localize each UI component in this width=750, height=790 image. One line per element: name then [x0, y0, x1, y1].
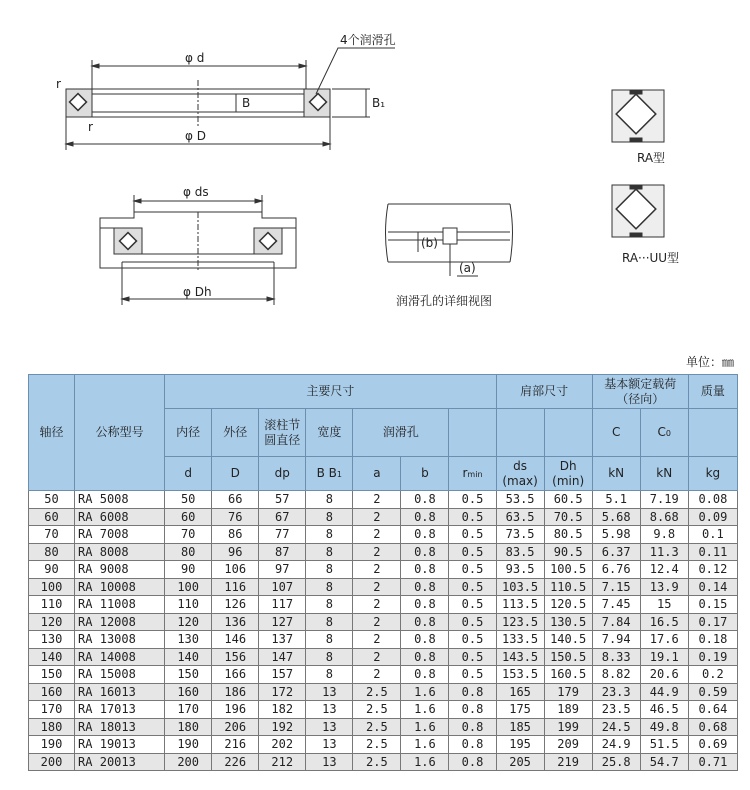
- table-cell: 202: [259, 736, 306, 754]
- table-cell: 50: [29, 491, 75, 509]
- table-cell: 5.1: [592, 491, 640, 509]
- table-cell: 180: [29, 718, 75, 736]
- table-cell: 2: [353, 578, 401, 596]
- table-cell: 60: [165, 508, 212, 526]
- table-cell: 2.5: [353, 753, 401, 771]
- table-cell: 23.5: [592, 701, 640, 719]
- lube-holes-callout: 4个润滑孔: [340, 33, 396, 47]
- table-cell: 179: [544, 683, 592, 701]
- table-cell: 24.5: [592, 718, 640, 736]
- dim-D-label: φ D: [185, 129, 206, 143]
- model-cell: RA 9008: [75, 561, 165, 579]
- table-cell: 7.15: [592, 578, 640, 596]
- header-c0: C0: [640, 409, 688, 457]
- table-cell: 8: [306, 543, 353, 561]
- header-shaft-dia: 轴径: [29, 375, 75, 491]
- table-cell: 2: [353, 666, 401, 684]
- table-cell: 143.5: [496, 648, 544, 666]
- table-row: [29, 631, 738, 649]
- table-cell: 76: [212, 508, 259, 526]
- table-cell: 80.5: [544, 526, 592, 544]
- sym-b: b: [401, 457, 449, 491]
- table-cell: 7.45: [592, 596, 640, 614]
- table-cell: 13.9: [640, 578, 688, 596]
- table-cell: 20.6: [640, 666, 688, 684]
- table-cell: 93.5: [496, 561, 544, 579]
- spec-table-body: [29, 491, 738, 771]
- table-cell: 0.12: [688, 561, 737, 579]
- table-cell: 0.8: [449, 701, 496, 719]
- table-cell: 0.2: [688, 666, 737, 684]
- header-shoulder-dims: 肩部尺寸: [496, 375, 592, 409]
- table-cell: 1.6: [401, 683, 449, 701]
- table-cell: 77: [259, 526, 306, 544]
- table-cell: 8: [306, 666, 353, 684]
- table-row: [29, 701, 738, 719]
- table-cell: 2.5: [353, 683, 401, 701]
- table-cell: 140.5: [544, 631, 592, 649]
- radius-r-bottom-label: r: [88, 120, 93, 134]
- sym-B: B B1: [306, 457, 353, 491]
- table-cell: 8.33: [592, 648, 640, 666]
- table-cell: 226: [212, 753, 259, 771]
- table-cell: 0.5: [449, 648, 496, 666]
- model-cell: RA 8008: [75, 543, 165, 561]
- header-roller-pitch: 滚柱节圆直径: [259, 409, 306, 457]
- table-cell: 8: [306, 508, 353, 526]
- table-cell: 120.5: [544, 596, 592, 614]
- table-cell: 0.8: [449, 718, 496, 736]
- table-cell: 0.11: [688, 543, 737, 561]
- table-cell: 160: [165, 683, 212, 701]
- table-cell: 153.5: [496, 666, 544, 684]
- table-cell: 200: [165, 753, 212, 771]
- ra-uu-type-drawing: [612, 185, 664, 237]
- table-cell: 106: [212, 561, 259, 579]
- table-cell: 70: [29, 526, 75, 544]
- radius-r-top-label: r: [56, 77, 61, 91]
- table-cell: 200: [29, 753, 75, 771]
- table-cell: 0.14: [688, 578, 737, 596]
- unit-c: kN: [592, 457, 640, 491]
- table-cell: 0.8: [449, 736, 496, 754]
- table-cell: 180: [165, 718, 212, 736]
- table-cell: 97: [259, 561, 306, 579]
- table-cell: 190: [29, 736, 75, 754]
- model-cell: RA 11008: [75, 596, 165, 614]
- table-cell: 24.9: [592, 736, 640, 754]
- table-cell: 0.8: [401, 561, 449, 579]
- table-cell: 96: [212, 543, 259, 561]
- table-cell: 9.8: [640, 526, 688, 544]
- table-cell: 8.68: [640, 508, 688, 526]
- table-cell: 0.5: [449, 631, 496, 649]
- table-row: [29, 613, 738, 631]
- table-cell: 90.5: [544, 543, 592, 561]
- table-cell: 186: [212, 683, 259, 701]
- table-cell: 54.7: [640, 753, 688, 771]
- table-cell: 2: [353, 561, 401, 579]
- table-cell: 60: [29, 508, 75, 526]
- header-c: C: [592, 409, 640, 457]
- table-cell: 63.5: [496, 508, 544, 526]
- table-cell: 2: [353, 543, 401, 561]
- header-inner-dia: 内径: [165, 409, 212, 457]
- table-cell: 5.68: [592, 508, 640, 526]
- table-cell: 19.1: [640, 648, 688, 666]
- table-cell: 70: [165, 526, 212, 544]
- sym-d: d: [165, 457, 212, 491]
- table-cell: 0.8: [401, 648, 449, 666]
- table-cell: 8.82: [592, 666, 640, 684]
- table-cell: 140: [29, 648, 75, 666]
- table-cell: 90: [165, 561, 212, 579]
- dim-ds-label: φ ds: [183, 185, 209, 199]
- dim-B1-label: B₁: [372, 96, 386, 110]
- table-cell: 2: [353, 526, 401, 544]
- table-cell: 46.5: [640, 701, 688, 719]
- table-cell: 206: [212, 718, 259, 736]
- table-cell: 2.5: [353, 718, 401, 736]
- lube-detail-caption: 润滑孔的详细视图: [396, 294, 493, 308]
- model-cell: RA 14008: [75, 648, 165, 666]
- table-cell: 51.5: [640, 736, 688, 754]
- table-cell: 0.8: [401, 508, 449, 526]
- table-cell: 0.68: [688, 718, 737, 736]
- table-cell: 0.69: [688, 736, 737, 754]
- table-cell: 8: [306, 526, 353, 544]
- table-cell: 0.64: [688, 701, 737, 719]
- sym-a: a: [353, 457, 401, 491]
- table-cell: 165: [496, 683, 544, 701]
- model-cell: RA 19013: [75, 736, 165, 754]
- table-cell: 12.4: [640, 561, 688, 579]
- table-cell: 0.8: [449, 683, 496, 701]
- table-cell: 57: [259, 491, 306, 509]
- model-cell: RA 16013: [75, 683, 165, 701]
- table-cell: 2: [353, 613, 401, 631]
- table-cell: 175: [496, 701, 544, 719]
- ra-type-label: RA型: [637, 151, 666, 165]
- table-cell: 0.19: [688, 648, 737, 666]
- sym-dp: dp: [259, 457, 306, 491]
- table-cell: 157: [259, 666, 306, 684]
- table-cell: 0.5: [449, 666, 496, 684]
- table-cell: 182: [259, 701, 306, 719]
- table-cell: 170: [29, 701, 75, 719]
- table-row: [29, 683, 738, 701]
- table-cell: 116: [212, 578, 259, 596]
- table-row: [29, 543, 738, 561]
- table-row: [29, 648, 738, 666]
- sym-ds: ds (max): [496, 457, 544, 491]
- table-cell: 216: [212, 736, 259, 754]
- table-cell: 53.5: [496, 491, 544, 509]
- model-cell: RA 13008: [75, 631, 165, 649]
- table-cell: 117: [259, 596, 306, 614]
- model-cell: RA 15008: [75, 666, 165, 684]
- table-row: [29, 596, 738, 614]
- table-row: [29, 491, 738, 509]
- table-cell: 2: [353, 491, 401, 509]
- table-cell: 107: [259, 578, 306, 596]
- table-cell: 0.5: [449, 508, 496, 526]
- lube-hole-detail-drawing: [386, 204, 513, 276]
- table-cell: 189: [544, 701, 592, 719]
- table-cell: 8: [306, 631, 353, 649]
- table-cell: 110.5: [544, 578, 592, 596]
- table-cell: 0.5: [449, 543, 496, 561]
- table-cell: 110: [165, 596, 212, 614]
- header-lube-hole: 润滑孔: [353, 409, 449, 457]
- table-cell: 2.5: [353, 736, 401, 754]
- table-cell: 0.18: [688, 631, 737, 649]
- table-cell: 0.8: [401, 526, 449, 544]
- table-row: [29, 666, 738, 684]
- table-cell: 0.59: [688, 683, 737, 701]
- table-cell: 80: [165, 543, 212, 561]
- table-cell: 8: [306, 578, 353, 596]
- table-cell: 196: [212, 701, 259, 719]
- table-cell: 2: [353, 631, 401, 649]
- model-cell: RA 5008: [75, 491, 165, 509]
- table-cell: 136: [212, 613, 259, 631]
- table-cell: 0.5: [449, 578, 496, 596]
- table-cell: 0.8: [401, 631, 449, 649]
- model-cell: RA 10008: [75, 578, 165, 596]
- table-cell: 0.5: [449, 561, 496, 579]
- table-cell: 195: [496, 736, 544, 754]
- table-cell: 25.8: [592, 753, 640, 771]
- header-load-rating: 基本额定载荷（径向）: [592, 375, 688, 409]
- table-cell: 185: [496, 718, 544, 736]
- table-cell: 6.37: [592, 543, 640, 561]
- table-cell: 0.5: [449, 596, 496, 614]
- table-cell: 120: [165, 613, 212, 631]
- header-outer-dia: 外径: [212, 409, 259, 457]
- table-cell: 209: [544, 736, 592, 754]
- table-row: [29, 753, 738, 771]
- table-cell: 130: [165, 631, 212, 649]
- table-cell: 17.6: [640, 631, 688, 649]
- table-cell: 100: [29, 578, 75, 596]
- table-cell: 123.5: [496, 613, 544, 631]
- table-cell: 0.8: [401, 578, 449, 596]
- table-cell: 0.5: [449, 526, 496, 544]
- main-section-drawing: [66, 48, 395, 150]
- unit-note: 单位：㎜: [685, 355, 734, 369]
- table-cell: 44.9: [640, 683, 688, 701]
- table-cell: 205: [496, 753, 544, 771]
- table-cell: 13: [306, 683, 353, 701]
- table-cell: 137: [259, 631, 306, 649]
- table-cell: 219: [544, 753, 592, 771]
- table-row: [29, 508, 738, 526]
- table-cell: 120: [29, 613, 75, 631]
- table-cell: 8: [306, 561, 353, 579]
- table-cell: 160.5: [544, 666, 592, 684]
- table-cell: 90: [29, 561, 75, 579]
- table-cell: 8: [306, 491, 353, 509]
- table-cell: 1.6: [401, 753, 449, 771]
- table-cell: 150: [29, 666, 75, 684]
- model-cell: RA 18013: [75, 718, 165, 736]
- table-row: [29, 736, 738, 754]
- table-cell: 86: [212, 526, 259, 544]
- table-cell: 7.94: [592, 631, 640, 649]
- header-model: 公称型号: [75, 375, 165, 491]
- table-cell: 16.5: [640, 613, 688, 631]
- table-cell: 70.5: [544, 508, 592, 526]
- table-cell: 13: [306, 701, 353, 719]
- dim-d-label: φ d: [185, 51, 205, 65]
- table-row: [29, 718, 738, 736]
- table-cell: 126: [212, 596, 259, 614]
- table-cell: 83.5: [496, 543, 544, 561]
- table-cell: 2.5: [353, 701, 401, 719]
- table-cell: 67: [259, 508, 306, 526]
- table-cell: 2: [353, 596, 401, 614]
- table-cell: 0.5: [449, 491, 496, 509]
- header-width: 宽度: [306, 409, 353, 457]
- technical-drawings: [0, 0, 750, 345]
- table-cell: 1.6: [401, 736, 449, 754]
- unit-c0: kN: [640, 457, 688, 491]
- table-cell: 2: [353, 648, 401, 666]
- sym-Dh: Dh (min): [544, 457, 592, 491]
- table-cell: 0.8: [401, 491, 449, 509]
- ra-uu-type-label: RA···UU型: [622, 251, 680, 265]
- table-cell: 7.84: [592, 613, 640, 631]
- table-row: [29, 578, 738, 596]
- dim-Dh-label: φ Dh: [183, 285, 212, 299]
- table-cell: 0.8: [449, 753, 496, 771]
- table-cell: 87: [259, 543, 306, 561]
- model-cell: RA 17013: [75, 701, 165, 719]
- table-cell: 146: [212, 631, 259, 649]
- table-cell: 1.6: [401, 701, 449, 719]
- table-cell: 127: [259, 613, 306, 631]
- table-cell: 13: [306, 718, 353, 736]
- table-cell: 172: [259, 683, 306, 701]
- table-cell: 0.15: [688, 596, 737, 614]
- table-cell: 0.8: [401, 666, 449, 684]
- table-cell: 170: [165, 701, 212, 719]
- table-cell: 0.1: [688, 526, 737, 544]
- table-cell: 212: [259, 753, 306, 771]
- table-cell: 192: [259, 718, 306, 736]
- table-cell: 0.17: [688, 613, 737, 631]
- table-cell: 73.5: [496, 526, 544, 544]
- table-cell: 130: [29, 631, 75, 649]
- model-cell: RA 12008: [75, 613, 165, 631]
- table-cell: 113.5: [496, 596, 544, 614]
- table-cell: 13: [306, 753, 353, 771]
- table-cell: 147: [259, 648, 306, 666]
- table-cell: 60.5: [544, 491, 592, 509]
- table-cell: 130.5: [544, 613, 592, 631]
- table-cell: 0.8: [401, 596, 449, 614]
- table-cell: 0.09: [688, 508, 737, 526]
- table-cell: 2: [353, 508, 401, 526]
- table-cell: 110: [29, 596, 75, 614]
- table-cell: 15: [640, 596, 688, 614]
- table-cell: 0.8: [401, 543, 449, 561]
- table-row: [29, 526, 738, 544]
- table-cell: 190: [165, 736, 212, 754]
- unit-mass: kg: [688, 457, 737, 491]
- header-mass: 质量: [688, 375, 737, 409]
- sym-r-min: rmin: [449, 457, 496, 491]
- table-cell: 6.76: [592, 561, 640, 579]
- table-cell: 11.3: [640, 543, 688, 561]
- table-cell: 166: [212, 666, 259, 684]
- table-cell: 5.98: [592, 526, 640, 544]
- table-cell: 49.8: [640, 718, 688, 736]
- table-row: [29, 561, 738, 579]
- table-cell: 100: [165, 578, 212, 596]
- model-cell: RA 7008: [75, 526, 165, 544]
- spec-table: [28, 374, 738, 771]
- sym-D: D: [212, 457, 259, 491]
- table-cell: 160: [29, 683, 75, 701]
- header-main-dims: 主要尺寸: [165, 375, 496, 409]
- table-cell: 8: [306, 648, 353, 666]
- ra-type-drawing: [612, 90, 664, 142]
- table-cell: 156: [212, 648, 259, 666]
- table-cell: 150.5: [544, 648, 592, 666]
- table-cell: 66: [212, 491, 259, 509]
- table-cell: 1.6: [401, 718, 449, 736]
- model-cell: RA 6008: [75, 508, 165, 526]
- table-cell: 133.5: [496, 631, 544, 649]
- table-cell: 7.19: [640, 491, 688, 509]
- model-cell: RA 20013: [75, 753, 165, 771]
- dim-B-label: B: [242, 96, 251, 110]
- table-cell: 8: [306, 596, 353, 614]
- lube-mark-b: (b): [421, 236, 438, 250]
- table-cell: 0.71: [688, 753, 737, 771]
- table-cell: 0.08: [688, 491, 737, 509]
- table-cell: 103.5: [496, 578, 544, 596]
- table-cell: 80: [29, 543, 75, 561]
- table-cell: 8: [306, 613, 353, 631]
- table-cell: 23.3: [592, 683, 640, 701]
- table-cell: 140: [165, 648, 212, 666]
- table-cell: 50: [165, 491, 212, 509]
- lube-mark-a: (a): [459, 261, 476, 275]
- table-cell: 0.5: [449, 613, 496, 631]
- table-cell: 150: [165, 666, 212, 684]
- table-cell: 0.8: [401, 613, 449, 631]
- table-cell: 100.5: [544, 561, 592, 579]
- table-cell: 199: [544, 718, 592, 736]
- table-cell: 13: [306, 736, 353, 754]
